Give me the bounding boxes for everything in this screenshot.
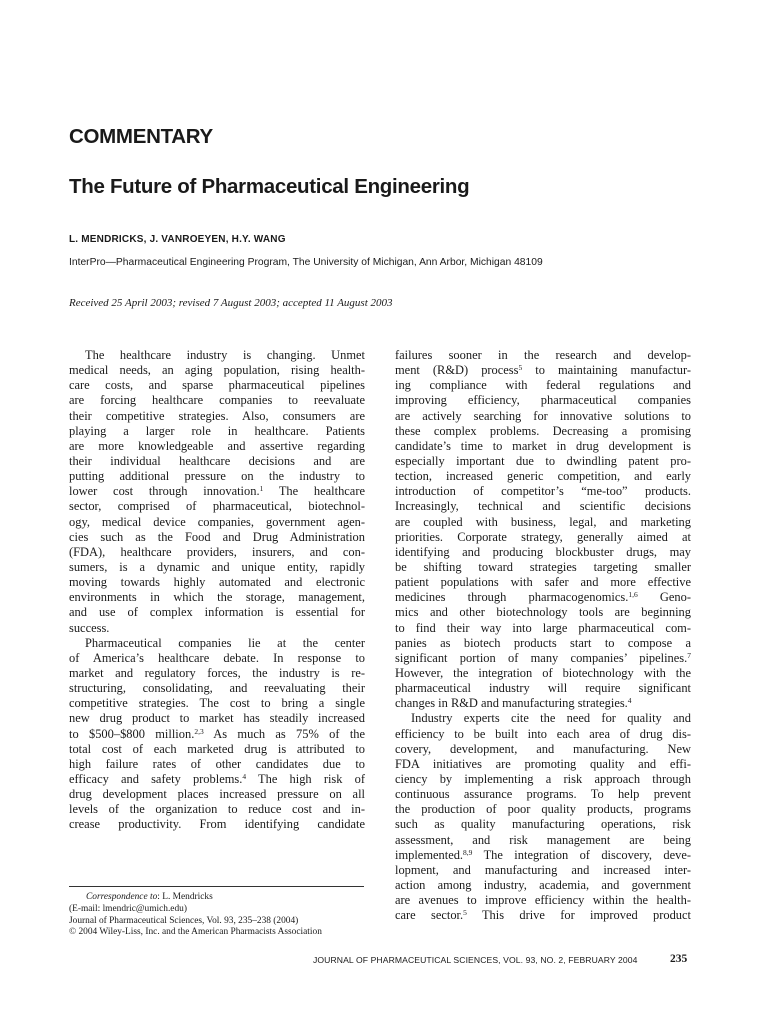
body-text-line	[69, 499, 365, 514]
line-text: structuring, consolidating, and reevaluating their	[69, 681, 365, 696]
line-text-continued: Geno-	[637, 590, 691, 605]
body-text-line	[69, 469, 365, 484]
body-text-line	[69, 742, 365, 757]
line-text: crease productivity. From identifying candidate	[69, 817, 365, 832]
body-text-line	[69, 696, 365, 711]
body-text-line	[69, 378, 365, 393]
line-text: The healthcare industry is changing. Unmet	[85, 348, 365, 362]
body-text-line	[69, 590, 365, 605]
body-text-line	[69, 484, 365, 499]
body-text-line	[69, 515, 365, 530]
body-text-line	[395, 454, 691, 469]
citation-superscript: 5	[518, 363, 523, 373]
body-text-line	[395, 666, 691, 681]
line-text: are more knowledgeable and assertive regarding	[69, 438, 365, 453]
section-label: COMMENTARY	[69, 125, 213, 148]
citation-superscript: 4	[627, 696, 632, 706]
body-text-line	[69, 651, 365, 666]
line-text: levels of the organization to reduce cost and in-	[69, 802, 365, 817]
line-text: Pharmaceutical companies lie at the center	[85, 635, 365, 650]
body-text-line	[69, 681, 365, 696]
line-text: their individual healthcare decisions and are	[69, 453, 365, 468]
line-text: such as quality manufacturing operations, risk	[395, 817, 691, 832]
body-text-line	[395, 833, 691, 848]
line-text: ciency by implementing a risk approach through	[395, 771, 691, 786]
line-text: be shifting toward strategies targeting smaller	[395, 559, 691, 574]
body-text-line	[69, 424, 365, 439]
body-text-line	[69, 757, 365, 772]
line-text: assessment, and risk management are being	[395, 832, 691, 847]
body-text-line	[395, 863, 691, 878]
affiliation: InterPro—Pharmaceutical Engineering Program, The University of Michigan, Ann Arbor, Michigan 48109	[69, 257, 543, 268]
line-text: improving efficiency, pharmaceutical companies	[395, 393, 691, 408]
body-text-line	[395, 893, 691, 908]
line-text: are actively searching for innovative solutions to	[395, 408, 691, 423]
line-text: putting additional pressure on the industry to	[69, 469, 365, 484]
line-text: sumers, is a dynamic and unique entity, rapidly	[69, 559, 365, 574]
line-text: are avenues to improve efficiency within the health-	[395, 893, 691, 908]
citation-superscript: 7	[687, 650, 691, 660]
body-text-line	[395, 515, 691, 530]
body-text-line	[395, 499, 691, 514]
line-text: lower cost through innovation.	[69, 484, 260, 499]
line-text: their competitive strategies. Also, consumers are	[69, 408, 365, 423]
body-text-line	[395, 651, 691, 666]
body-text-line	[395, 802, 691, 817]
body-text-line	[395, 636, 691, 651]
body-text-line	[69, 772, 365, 787]
body-text-line	[395, 621, 691, 636]
footnote-divider	[69, 886, 364, 887]
body-text-line	[395, 711, 691, 726]
line-text: identifying and producing blockbuster drugs, may	[395, 544, 691, 559]
line-text: and use of complex information is essential for	[69, 605, 365, 620]
body-text-line	[395, 817, 691, 832]
line-text: FDA initiatives are promoting quality and effi-	[395, 756, 691, 771]
body-text-line	[69, 560, 365, 575]
body-text-line	[395, 605, 691, 620]
body-text-line	[395, 363, 691, 378]
line-text-continued: The integration of discovery, deve-	[472, 847, 691, 862]
line-text: covery, development, and manufacturing. New	[395, 741, 691, 756]
line-text: care costs, and sparse pharmaceutical pipelines	[69, 378, 365, 393]
line-text: significant portion of many companies’ pipelines.	[395, 650, 688, 665]
line-text: Increasingly, technical and scientific decisions	[395, 499, 691, 514]
line-text: cies such as the Food and Drug Administration	[69, 529, 365, 544]
body-text-line	[395, 424, 691, 439]
body-column-right	[395, 348, 691, 923]
line-text: ing compliance with federal regulations and	[395, 378, 691, 393]
line-text-continued: to maintaining manufactur-	[522, 363, 691, 378]
line-text: patient populations with safer and more effective	[395, 575, 691, 590]
line-text: pharmaceutical industry will require significant	[395, 681, 691, 696]
line-text: market and regulatory forces, the industry is re-	[69, 665, 365, 680]
line-text: action among industry, academia, and government	[395, 877, 691, 892]
body-text-line	[395, 878, 691, 893]
correspondence-name: : L. Mendricks	[157, 892, 213, 902]
body-text-line	[69, 605, 365, 620]
line-text-continued: This drive for improved product	[466, 908, 691, 923]
citation-superscript: 8,9	[463, 847, 473, 857]
body-text-line	[69, 727, 365, 742]
citation-superscript: 1,6	[628, 590, 638, 600]
line-text: the production of poor quality products, programs	[395, 802, 691, 817]
line-text: new drug product to market has steadily increased	[69, 711, 365, 726]
authors: L. MENDRICKS, J. VANROEYEN, H.Y. WANG	[69, 234, 286, 245]
correspondence-line	[69, 892, 369, 904]
line-text: However, the integration of biotechnology with the	[395, 665, 691, 680]
copyright-notice: © 2004 Wiley-Liss, Inc. and the American Pharmacists Association	[69, 927, 322, 938]
body-text-line	[395, 908, 691, 923]
body-text-line	[395, 787, 691, 802]
line-text: playing a larger role in healthcare. Patients	[69, 423, 365, 438]
body-text-line	[69, 348, 365, 363]
citation-superscript: 2,3	[194, 726, 204, 736]
body-text-line	[395, 560, 691, 575]
line-text: to $500–$800 million.	[69, 726, 195, 741]
body-text-line	[395, 484, 691, 499]
line-text: are coupled with business, legal, and marketing	[395, 514, 691, 529]
line-text: medical needs, an aging population, rising health-	[69, 363, 365, 378]
line-text: total cost of each marketed drug is attributed to	[69, 741, 365, 756]
line-text: competitive strategies. The cost to bring a single	[69, 696, 365, 711]
line-text-continued: The healthcare	[263, 484, 365, 499]
line-text: candidate’s time to market in drug development is	[395, 438, 691, 453]
line-text: tection, increased generic competition, and early	[395, 469, 691, 484]
line-text: especially important due to dwindling patent pro-	[395, 453, 691, 468]
body-text-line	[69, 363, 365, 378]
line-text: continuous assurance programs. To help prevent	[395, 787, 691, 802]
line-text: mics and other biotechnology tools are beginning	[395, 605, 691, 620]
footnote	[69, 892, 369, 939]
line-text: environments in which the storage, management,	[69, 590, 365, 605]
line-text: ogy, medical device companies, government agen-	[69, 514, 365, 529]
body-text-line	[69, 545, 365, 560]
body-text-line	[395, 348, 691, 363]
line-text: panies as biotech products start to compose a	[395, 635, 691, 650]
body-text-line	[395, 757, 691, 772]
line-text: ment (R&D) process	[395, 363, 519, 378]
body-text-line	[69, 636, 365, 651]
body-text-line	[395, 393, 691, 408]
body-text-line	[395, 378, 691, 393]
body-text-line	[395, 742, 691, 757]
article-title: The Future of Pharmaceutical Engineering	[69, 175, 470, 198]
line-text: success.	[69, 620, 110, 635]
body-column-left	[69, 348, 365, 833]
journal-reference: Journal of Pharmaceutical Sciences, Vol. 93, 235–238 (2004)	[69, 915, 299, 926]
body-text-line	[395, 530, 691, 545]
received-dates: Received 25 April 2003; revised 7 August 2003; accepted 11 August 2003	[69, 297, 393, 309]
body-text-line	[395, 727, 691, 742]
body-text-line	[395, 409, 691, 424]
body-text-line	[69, 817, 365, 832]
running-footer: JOURNAL OF PHARMACEUTICAL SCIENCES, VOL. 93, NO. 2, FEBRUARY 2004	[313, 955, 638, 965]
body-text-line	[69, 454, 365, 469]
line-text: lopment, and manufacturing and increased inter-	[395, 862, 691, 877]
body-text-line	[395, 848, 691, 863]
line-text: introduction of competitor’s “me-too” products.	[395, 484, 691, 499]
line-text-continued: The high risk of	[246, 771, 365, 786]
body-text-line	[69, 621, 365, 636]
body-text-line	[69, 393, 365, 408]
page-number: 235	[670, 953, 688, 965]
line-text: failures sooner in the research and develop-	[395, 348, 691, 362]
line-text: efficacy and safety problems.	[69, 771, 243, 786]
line-text: Industry experts cite the need for quality and	[411, 711, 691, 726]
citation-superscript: 5	[463, 908, 467, 918]
line-text: these complex problems. Decreasing a promising	[395, 423, 691, 438]
body-text-line	[69, 575, 365, 590]
body-text-line	[395, 545, 691, 560]
line-text: changes in R&D and manufacturing strategies.	[395, 696, 628, 711]
body-text-line	[395, 469, 691, 484]
line-text: efficiency to be built into each area of drug dis-	[395, 726, 691, 741]
body-text-line	[69, 530, 365, 545]
line-text-continued: As much as 75% of the	[203, 726, 366, 741]
line-text: to find their way into large pharmaceutical com-	[395, 620, 691, 635]
body-text-line	[69, 439, 365, 454]
line-text: high failure rates of other candidates due to	[69, 756, 365, 771]
body-text-line	[69, 711, 365, 726]
body-text-line	[395, 681, 691, 696]
body-text-line	[395, 772, 691, 787]
body-text-line	[395, 590, 691, 605]
line-text: priorities. Corporate strategy, generally aimed at	[395, 529, 691, 544]
line-text: care sector.	[395, 908, 464, 923]
correspondence-label: Correspondence to	[86, 892, 158, 902]
citation-superscript: 4	[242, 771, 247, 781]
body-text-line	[69, 787, 365, 802]
line-text: (FDA), healthcare providers, insurers, and con-	[69, 544, 365, 559]
line-text: moving towards highly automated and electronic	[69, 575, 365, 590]
line-text: drug development places increased pressure on all	[69, 787, 365, 802]
line-text: of America’s healthcare debate. In response to	[69, 650, 365, 665]
citation-superscript: 1	[259, 484, 264, 494]
body-text-line	[395, 696, 691, 711]
body-text-line	[69, 666, 365, 681]
body-text-line	[69, 802, 365, 817]
body-text-line	[69, 409, 365, 424]
line-text: sector, comprised of pharmaceutical, biotechnol-	[69, 499, 365, 514]
line-text: medicines through pharmacogenomics.	[395, 590, 629, 605]
body-text-line	[395, 575, 691, 590]
correspondence-email: (E-mail: lmendric@umich.edu)	[69, 903, 187, 914]
line-text: implemented.	[395, 847, 464, 862]
line-text: are forcing healthcare companies to reevaluate	[69, 393, 365, 408]
body-text-line	[395, 439, 691, 454]
